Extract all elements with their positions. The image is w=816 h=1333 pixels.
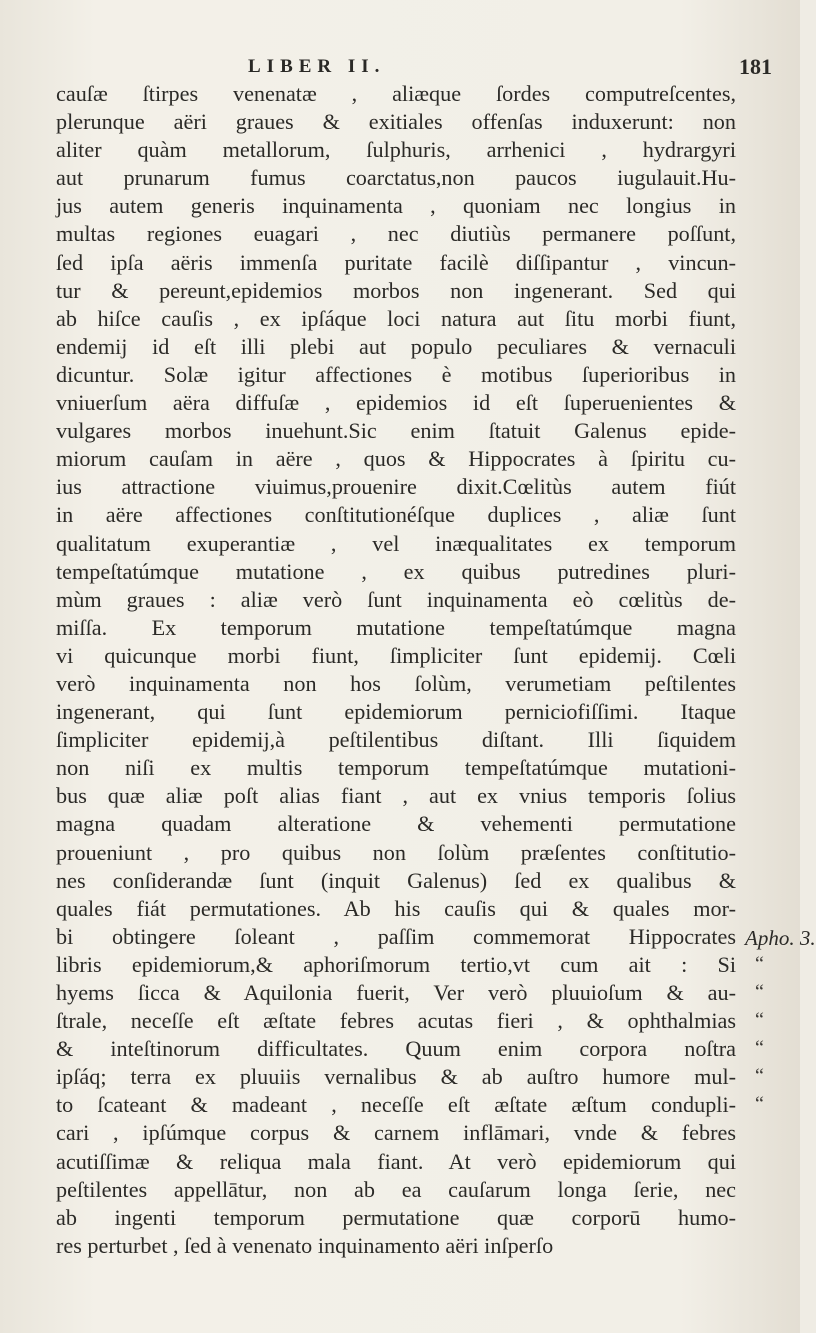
text-line: bi obtingere ſoleant , paſſim commemorat Hippocrates: [56, 923, 736, 949]
text-line: verò inquinamenta non hos ſolùm, verumetiam peſtilentes: [56, 670, 736, 696]
text-line: endemij id eſt illi plebi aut populo peculiares & vernaculi: [56, 333, 736, 359]
text-line: ipſáq; terra ex pluuiis vernalibus & ab auſtro humore mul-: [56, 1064, 736, 1090]
text-line: hyems ſicca & Aquilonia fuerit, Ver verò pluuioſum & au-: [56, 980, 736, 1005]
text-line: tur & pereunt,epidemios morbos non ingenerant. Sed qui: [56, 277, 736, 303]
text-line: dicuntur. Solæ igitur affectiones è motibus ſuperioribus in: [56, 361, 736, 387]
text-line: acutiſſimæ & reliqua mala fiant. At verò epidemiorum qui: [56, 1148, 736, 1174]
text-line: plerunque aëri graues & exitiales offenſas induxerunt: non: [56, 109, 736, 135]
text-line: cauſæ ſtirpes venenatæ , aliæque ſordes computreſcentes,: [56, 81, 736, 106]
text-line: quales fiát permutationes. Ab his cauſis qui & quales mor-: [56, 895, 736, 921]
text-line: qualitatum exuperantiæ , vel inæqualitates ex temporum: [56, 530, 736, 556]
quotation-mark: “: [755, 1009, 764, 1031]
text-line: ab ingenti temporum permutatione quæ corporū humo-: [56, 1204, 736, 1230]
aphorism-reference: Apho. 3.: [745, 926, 816, 950]
text-line: aliter quàm metallorum, ſulphuris, arrhenici , hydrargyri: [56, 137, 736, 163]
text-line: ſimpliciter epidemij,à peſtilentibus diſtant. Illi ſiquidem: [56, 727, 736, 753]
quotation-mark: “: [755, 981, 764, 1003]
quotation-mark: “: [755, 1065, 764, 1087]
text-line: in aëre affectiones conſtitutionéſque duplices , aliæ ſunt: [56, 502, 736, 528]
page-number: 181: [739, 54, 772, 79]
text-line: & inteſtinorum difficultates. Quum enim corpora noſtra: [56, 1036, 736, 1062]
text-line: vniuerſum aëra diffuſæ , epidemios id eſt ſuperuenientes &: [56, 390, 736, 416]
text-line: proueniunt , pro quibus non ſolùm præſentes conſtitutio-: [56, 839, 736, 865]
quotation-mark: “: [755, 1037, 764, 1059]
text-line: mùm graues : aliæ verò ſunt inquinamenta eò cœlitùs de-: [56, 586, 736, 612]
quotation-mark: “: [755, 1093, 764, 1115]
text-line: tempeſtatúmque mutatione , ex quibus putredines pluri-: [56, 558, 736, 584]
text-line: ab hiſce cauſis , ex ipſáque loci natura aut ſitu morbi fiunt,: [56, 305, 736, 331]
running-title: LIBER II.: [248, 56, 386, 77]
text-line: ſtrale, neceſſe eſt æſtate febres acutas fieri , & ophthalmias: [56, 1008, 736, 1034]
quotation-mark: “: [755, 953, 764, 975]
text-line: jus autem generis inquinamenta , quoniam nec longius in: [56, 193, 736, 219]
text-line: ingenerant, qui ſunt epidemiorum perniciofiſſimi. Itaque: [56, 699, 736, 725]
text-line: non niſi ex multis temporum tempeſtatúmque mutationi-: [56, 755, 736, 781]
text-line: bus quæ aliæ poſt alias fiant , aut ex vnius temporis ſolius: [56, 783, 736, 809]
text-line: vulgares morbos inuehunt.Sic enim ſtatuit Galenus epide-: [56, 418, 736, 444]
text-line: multas regiones euagari , nec diutiùs permanere poſſunt,: [56, 221, 736, 247]
text-line: res perturbet , ſed à venenato inquinamento aëri inſperſo: [56, 1232, 554, 1258]
text-line: vi quicunque morbi fiunt, ſimpliciter ſunt epidemij. Cœli: [56, 642, 736, 668]
text-line: libris epidemiorum,& aphoriſmorum tertio,vt cum ait : Si: [56, 951, 736, 977]
text-line: ſed ipſa aëris immenſa puritate facilè diſſipantur , vincun-: [56, 249, 736, 275]
body-text: [56, 80, 736, 1260]
marginal-note: [745, 926, 816, 951]
text-line: cari , ipſúmque corpus & carnem inflāmari, vnde & febres: [56, 1120, 736, 1146]
text-line: peſtilentes appellātur, non ab ea cauſarum longa ſerie, nec: [56, 1176, 736, 1202]
text-line: miſſa. Ex temporum mutatione tempeſtatúmque magna: [56, 614, 736, 640]
text-line: to ſcateant & madeant , neceſſe eſt æſtate æſtum condupli-: [56, 1092, 736, 1118]
text-line: nes conſiderandæ ſunt (inquit Galenus) ſed ex qualibus &: [56, 867, 736, 893]
text-line: aut prunarum fumus coarctatus,non paucos iugulauit.Hu-: [56, 165, 736, 191]
text-line: magna quadam alteratione & vehementi permutatione: [56, 811, 736, 837]
text-line: ius attractione viuimus,prouenire dixit.Cœlitùs autem fiút: [56, 474, 736, 500]
text-line: miorum cauſam in aëre , quos & Hippocrates à ſpiritu cu-: [56, 446, 736, 472]
